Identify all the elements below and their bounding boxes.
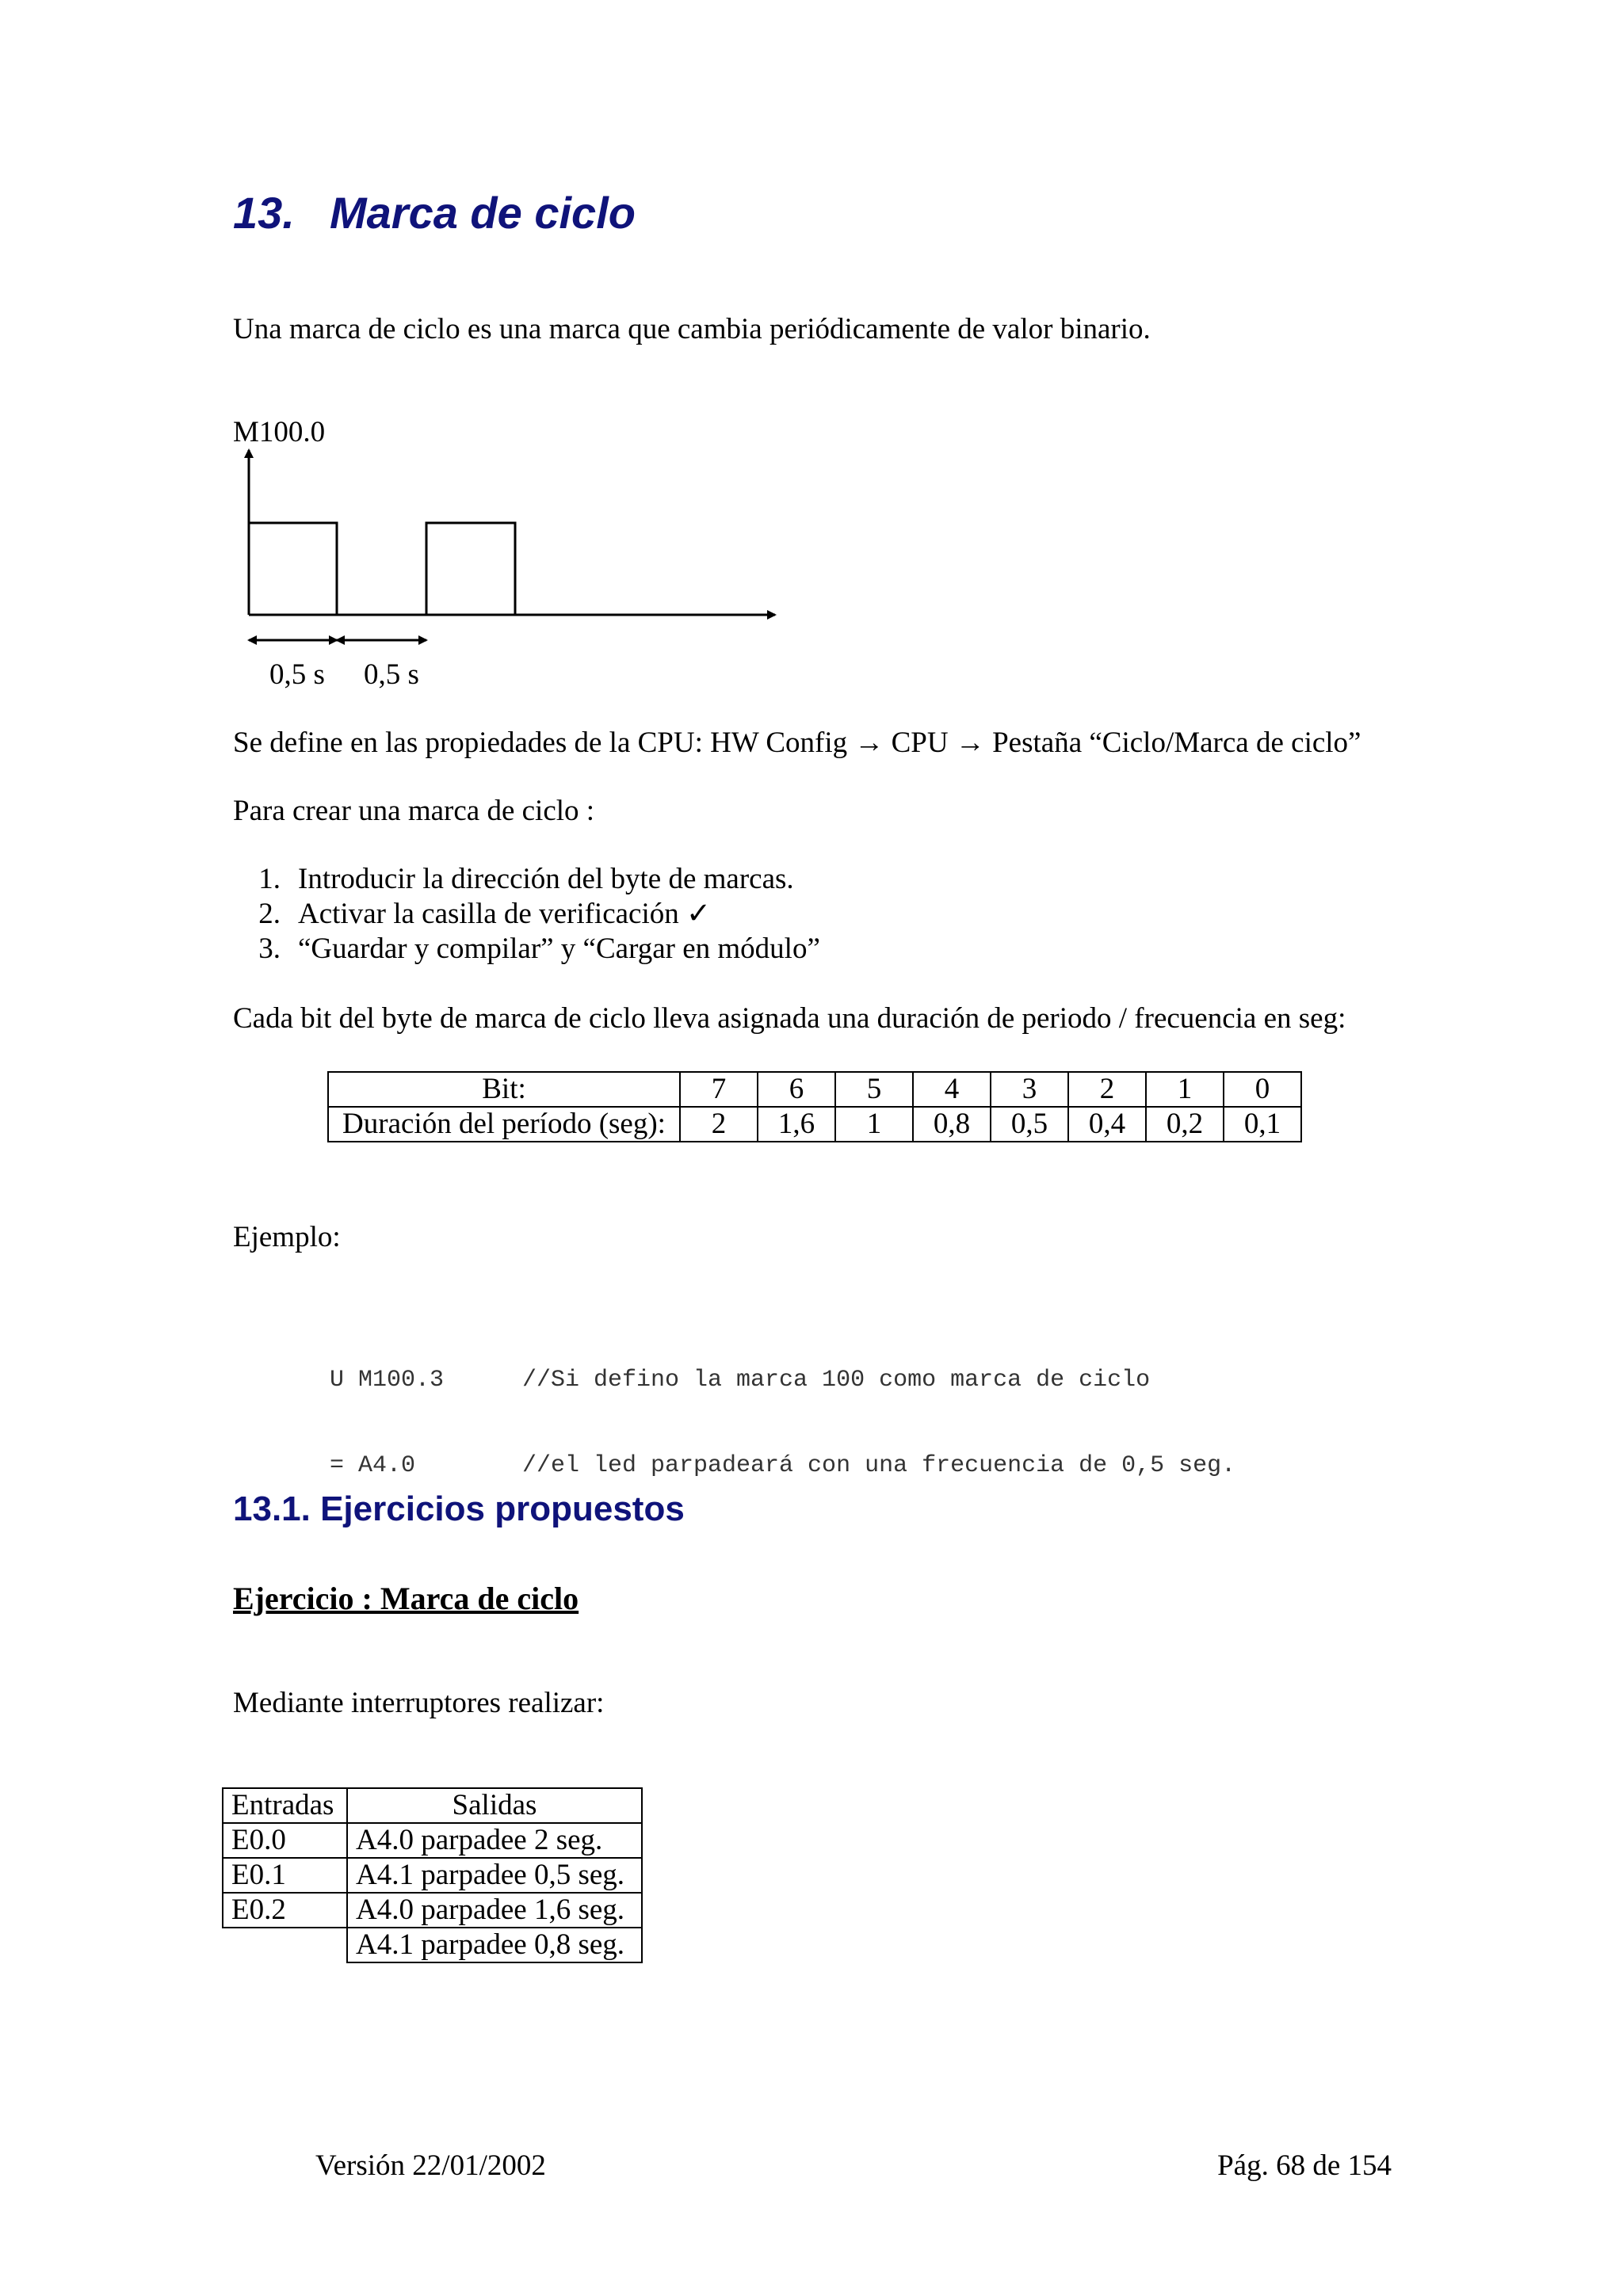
table-cell: 7 bbox=[680, 1072, 758, 1107]
list-item-text: “Guardar y compilar” y “Cargar en módulo” bbox=[298, 933, 820, 965]
table-cell: 1 bbox=[1146, 1072, 1224, 1107]
timing-diagram bbox=[222, 444, 792, 666]
code-comment: //el led parpadeará con una frecuencia de 0,5 seg. bbox=[522, 1452, 1236, 1479]
table-cell: A4.0 parpadee 1,6 seg. bbox=[347, 1893, 642, 1928]
table-cell: 0 bbox=[1224, 1072, 1301, 1107]
code-line bbox=[330, 1366, 1151, 1394]
intro-paragraph: Una marca de ciclo es una marca que cambia periódicamente de valor binario. bbox=[233, 313, 1151, 345]
list-item-text: Introducir la dirección del byte de marcas. bbox=[298, 863, 794, 895]
table-cell: 2 bbox=[680, 1107, 758, 1142]
list-item bbox=[233, 897, 820, 932]
footer-page-number: Pág. 68 de 154 bbox=[1217, 2149, 1392, 2182]
table-header: Salidas bbox=[347, 1788, 642, 1823]
table-cell: 3 bbox=[991, 1072, 1068, 1107]
table-cell: E0.0 bbox=[223, 1823, 347, 1858]
table-cell: E0.1 bbox=[223, 1858, 347, 1893]
code-line bbox=[330, 1451, 1236, 1480]
steps-intro: Para crear una marca de ciclo : bbox=[233, 795, 595, 827]
table-cell: 0,2 bbox=[1146, 1107, 1224, 1142]
table-cell: 0,8 bbox=[913, 1107, 991, 1142]
table-row bbox=[223, 1893, 642, 1928]
table-cell: 1,6 bbox=[758, 1107, 835, 1142]
table-cell: A4.1 parpadee 0,5 seg. bbox=[347, 1858, 642, 1893]
signal-label: M100.0 bbox=[233, 416, 326, 448]
list-item-number: 2. bbox=[258, 898, 281, 930]
code-comment: //Si defino la marca 100 como marca de ciclo bbox=[522, 1367, 1151, 1394]
section-title: Marca de ciclo bbox=[330, 188, 636, 238]
table-row bbox=[223, 1823, 642, 1858]
table-cell: A4.1 parpadee 0,8 seg. bbox=[347, 1928, 642, 1962]
section-heading bbox=[233, 187, 636, 238]
table-cell: A4.0 parpadee 2 seg. bbox=[347, 1823, 642, 1858]
table-cell: 0,1 bbox=[1224, 1107, 1301, 1142]
table-cell: 5 bbox=[835, 1072, 913, 1107]
section-number: 13. bbox=[233, 188, 295, 238]
list-item-number: 1. bbox=[258, 863, 281, 895]
table-row bbox=[223, 1788, 642, 1823]
table-header: Entradas bbox=[223, 1788, 347, 1823]
list-item bbox=[233, 932, 820, 967]
code-instruction: U M100.3 bbox=[330, 1367, 445, 1394]
list-item-number: 3. bbox=[258, 933, 281, 965]
example-label: Ejemplo: bbox=[233, 1221, 341, 1253]
list-item bbox=[233, 862, 820, 897]
table-cell: 6 bbox=[758, 1072, 835, 1107]
bit-period-table bbox=[327, 1071, 1302, 1142]
exercise-intro: Mediante interruptores realizar: bbox=[233, 1687, 605, 1719]
code-block bbox=[330, 1309, 1236, 1508]
table-cell: 2 bbox=[1068, 1072, 1146, 1107]
table-row bbox=[223, 1858, 642, 1893]
steps-list bbox=[233, 862, 820, 967]
table-cell: Bit: bbox=[328, 1072, 680, 1107]
interval-label-1: 0,5 s bbox=[269, 658, 325, 691]
footer-version: Versión 22/01/2002 bbox=[315, 2149, 546, 2182]
exercise-title: Ejercicio : Marca de ciclo bbox=[233, 1581, 579, 1616]
table-cell: 1 bbox=[835, 1107, 913, 1142]
table-cell: 4 bbox=[913, 1072, 991, 1107]
table-row bbox=[223, 1928, 642, 1962]
code-instruction: = A4.0 bbox=[330, 1452, 416, 1479]
subsection-heading: 13.1. Ejercicios propuestos bbox=[233, 1489, 685, 1528]
bit-intro: Cada bit del byte de marca de ciclo lleva asignada una duración de periodo / frecuencia en seg: bbox=[233, 1002, 1346, 1035]
table-cell: E0.2 bbox=[223, 1893, 347, 1928]
io-table bbox=[222, 1787, 643, 1963]
table-cell: Duración del período (seg): bbox=[328, 1107, 680, 1142]
pulse-2 bbox=[426, 523, 515, 615]
pulse-1 bbox=[249, 523, 337, 615]
table-row bbox=[328, 1072, 1301, 1107]
interval-label-2: 0,5 s bbox=[364, 658, 419, 691]
list-item-text: Activar la casilla de verificación ✓ bbox=[298, 898, 711, 930]
table-cell: 0,5 bbox=[991, 1107, 1068, 1142]
table-cell-empty bbox=[223, 1928, 347, 1962]
table-row bbox=[328, 1107, 1301, 1142]
table-cell: 0,4 bbox=[1068, 1107, 1146, 1142]
config-paragraph: Se define en las propiedades de la CPU: HW Config → CPU → Pestaña “Ciclo/Marca de ciclo” bbox=[233, 727, 1361, 759]
